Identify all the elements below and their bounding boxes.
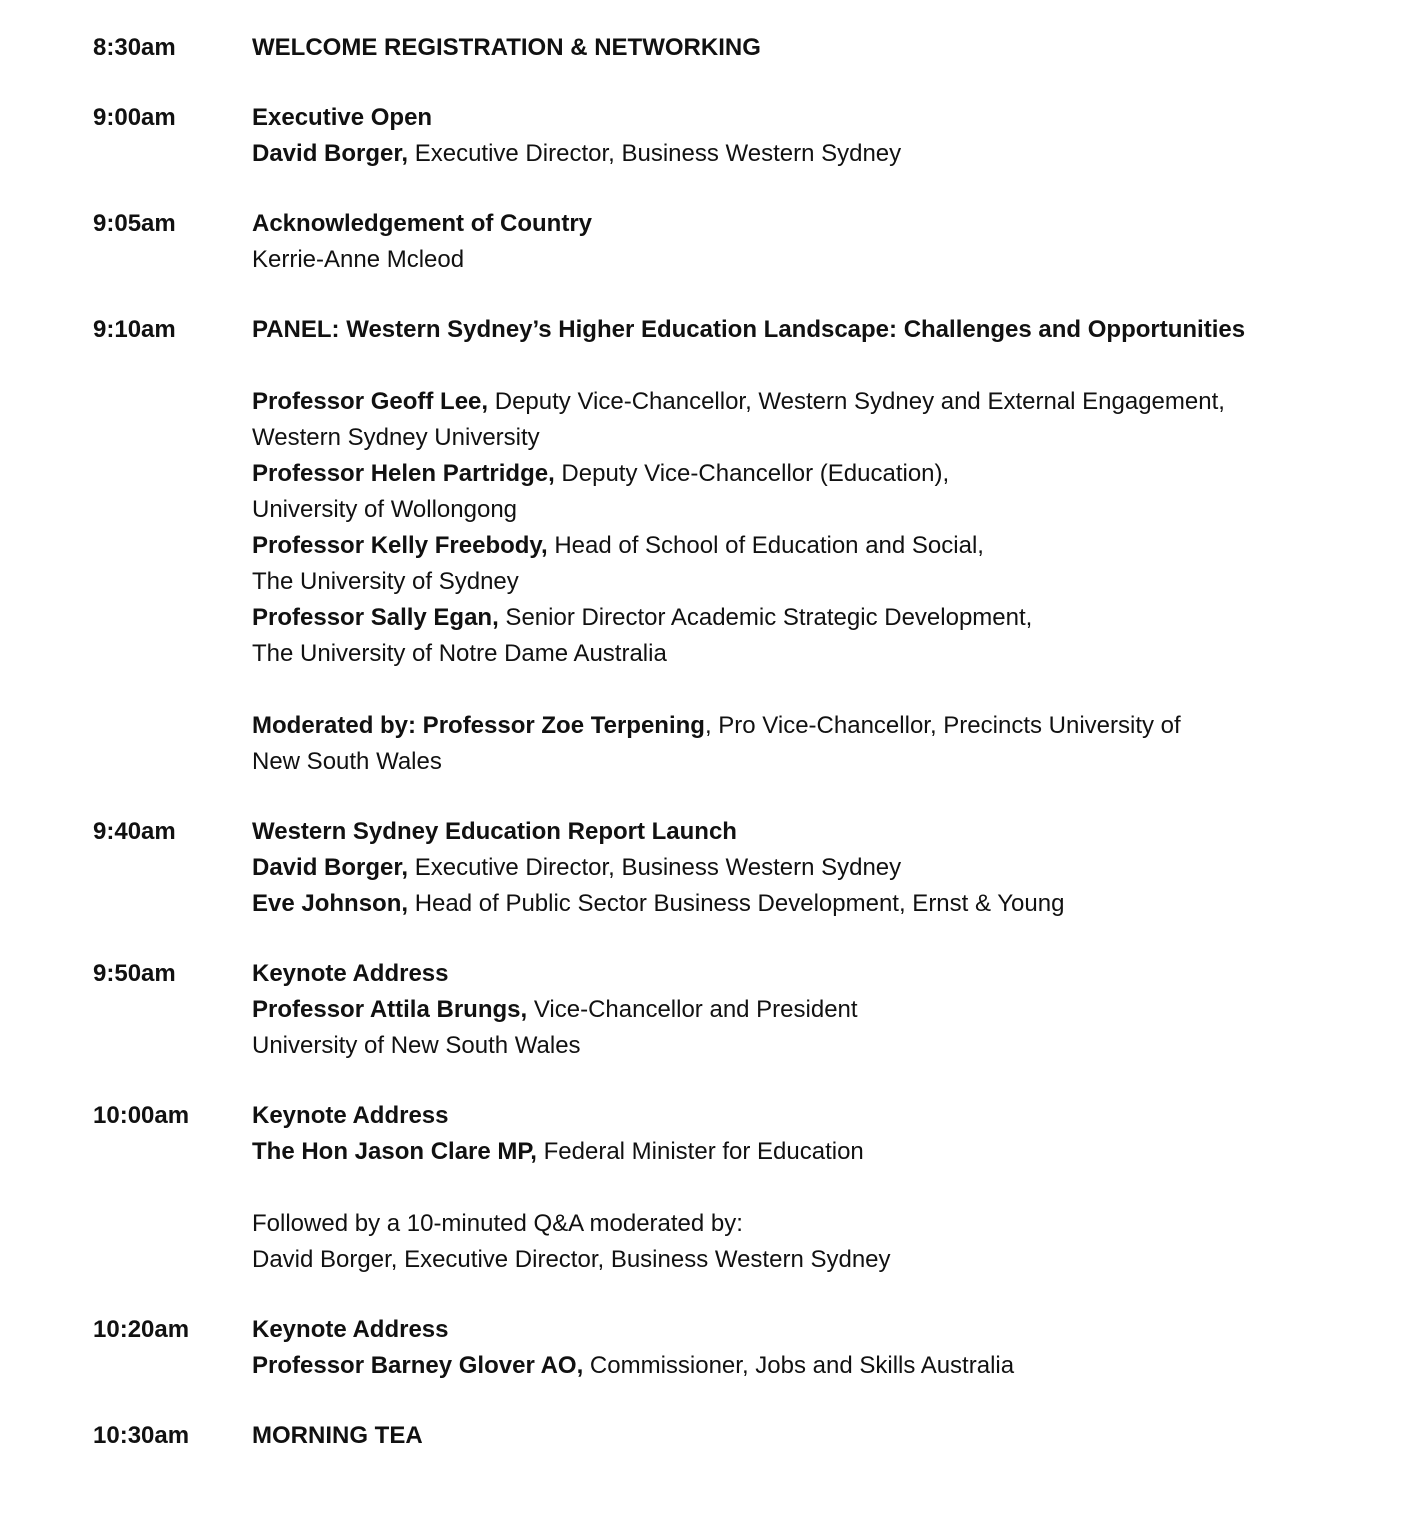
session-time: 10:00am <box>93 1102 190 1129</box>
speaker-name: The Hon Jason Clare MP, <box>252 1138 537 1165</box>
session-time: 10:30am <box>93 1422 190 1449</box>
session-time: 10:20am <box>93 1316 190 1343</box>
session-text: New South Wales <box>252 748 442 775</box>
session-body <box>252 1098 1362 1278</box>
session-title-text: Acknowledgement of Country <box>252 210 593 237</box>
session-time: 9:50am <box>93 960 176 987</box>
session-line <box>252 636 1362 672</box>
session-text: Head of School of Education and Social, <box>547 532 984 559</box>
session-title-line <box>252 30 1362 66</box>
session-body <box>252 956 1362 1064</box>
session-text: Commissioner, Jobs and Skills Australia <box>583 1352 1015 1379</box>
session-line <box>252 886 1362 922</box>
session-title-text: Western Sydney Education Report Launch <box>252 818 737 845</box>
speaker-name: Professor Geoff Lee, <box>252 388 489 415</box>
session-text: University of New South Wales <box>252 1032 581 1059</box>
session-line <box>252 1206 1362 1242</box>
session-text: Kerrie-Anne Mcleod <box>252 246 465 273</box>
speaker-name: David Borger, <box>252 854 409 881</box>
session-time: 9:05am <box>93 210 176 237</box>
session-line <box>252 1242 1362 1278</box>
session-title-text: Executive Open <box>252 104 433 131</box>
session-line <box>252 564 1362 600</box>
session-title-text: Keynote Address <box>252 1102 449 1129</box>
session-body <box>252 1418 1362 1454</box>
session-line <box>252 600 1362 636</box>
session-line <box>252 384 1362 420</box>
session-time: 9:10am <box>93 316 176 343</box>
session-title-line <box>252 1312 1362 1348</box>
session-line <box>252 136 1362 172</box>
session-title-line <box>252 312 1362 348</box>
session-text: University of Wollongong <box>252 496 518 523</box>
session-body <box>252 30 1362 66</box>
session-text: Deputy Vice-Chancellor (Education), <box>554 460 950 487</box>
session-title-line <box>252 100 1362 136</box>
session-title-line <box>252 814 1362 850</box>
session-title-text: MORNING TEA <box>252 1422 423 1449</box>
session-line <box>252 1348 1362 1384</box>
session-line <box>252 420 1362 456</box>
session-body <box>252 206 1362 278</box>
session-line <box>252 744 1362 780</box>
agenda-item <box>93 1418 1364 1454</box>
session-title-line <box>252 1418 1362 1454</box>
session-body <box>252 100 1362 172</box>
agenda-item <box>93 206 1364 278</box>
session-title-text: Keynote Address <box>252 1316 449 1343</box>
session-line <box>252 992 1362 1028</box>
session-time: 9:40am <box>93 818 176 845</box>
session-line <box>252 456 1362 492</box>
session-body <box>252 814 1362 922</box>
agenda-item <box>93 100 1364 172</box>
agenda-item <box>93 956 1364 1064</box>
agenda-item <box>93 30 1364 66</box>
session-text: Deputy Vice-Chancellor, Western Sydney and External Engagement, <box>488 388 1225 415</box>
session-text: The University of Sydney <box>252 568 519 595</box>
session-line <box>252 708 1362 744</box>
session-time: 9:00am <box>93 104 176 131</box>
session-body <box>252 1312 1362 1384</box>
agenda-item <box>93 1098 1364 1278</box>
session-text: Senior Director Academic Strategic Development, <box>498 604 1033 631</box>
session-title-line <box>252 1098 1362 1134</box>
session-title-line <box>252 206 1362 242</box>
session-text: Federal Minister for Education <box>536 1138 864 1165</box>
session-line <box>252 1134 1362 1170</box>
session-text: Executive Director, Business Western Sydney <box>408 854 902 881</box>
session-text: Vice-Chancellor and President <box>527 996 858 1023</box>
speaker-name: Professor Sally Egan, <box>252 604 499 631</box>
session-line <box>252 492 1362 528</box>
line-gap <box>252 1170 1362 1206</box>
agenda-item <box>93 312 1364 780</box>
session-text: David Borger, Executive Director, Business Western Sydney <box>252 1246 891 1273</box>
session-line <box>252 528 1362 564</box>
session-time: 8:30am <box>93 34 176 61</box>
speaker-name: Professor Kelly Freebody, <box>252 532 548 559</box>
session-text: Western Sydney University <box>252 424 540 451</box>
speaker-name: Eve Johnson, <box>252 890 409 917</box>
session-title-text: PANEL: Western Sydney’s Higher Education Landscape: Challenges and Opportunities <box>252 316 1246 343</box>
agenda-list <box>93 30 1364 1454</box>
session-text: , Pro Vice-Chancellor, Precincts University of <box>704 712 1181 739</box>
agenda-item <box>93 1312 1364 1384</box>
session-text: Executive Director, Business Western Sydney <box>408 140 902 167</box>
session-line <box>252 850 1362 886</box>
agenda-item <box>93 814 1364 922</box>
session-title-text: WELCOME REGISTRATION & NETWORKING <box>252 34 761 61</box>
session-title-text: Keynote Address <box>252 960 449 987</box>
line-gap <box>252 348 1362 384</box>
line-gap <box>252 672 1362 708</box>
speaker-name: Professor Attila Brungs, <box>252 996 528 1023</box>
speaker-name: David Borger, <box>252 140 409 167</box>
speaker-name: Professor Barney Glover AO, <box>252 1352 584 1379</box>
session-text: Head of Public Sector Business Development, Ernst & Young <box>408 890 1065 917</box>
session-title-line <box>252 956 1362 992</box>
session-line <box>252 242 1362 278</box>
session-text: Followed by a 10-minuted Q&A moderated by: <box>252 1210 743 1237</box>
session-line <box>252 1028 1362 1064</box>
speaker-name: Professor Helen Partridge, <box>252 460 555 487</box>
session-body <box>252 312 1362 780</box>
session-text: The University of Notre Dame Australia <box>252 640 667 667</box>
speaker-name: Moderated by: Professor Zoe Terpening <box>252 712 705 739</box>
